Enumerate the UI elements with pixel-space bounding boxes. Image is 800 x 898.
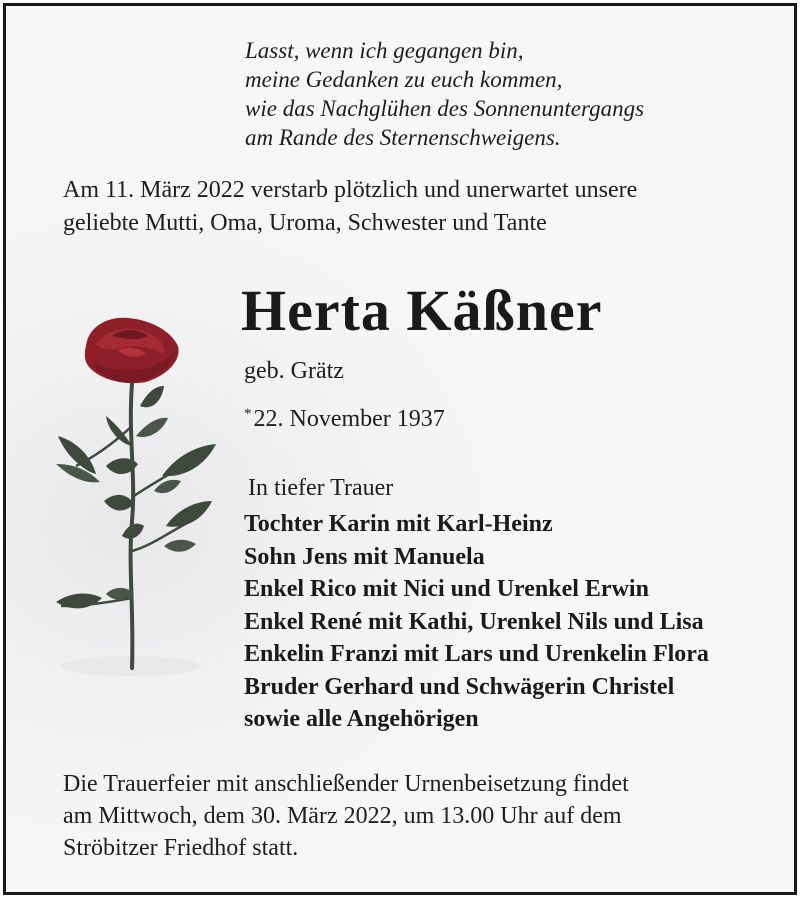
service-line: Ströbitzer Friedhof statt.	[63, 835, 299, 861]
deceased-name: Herta Käßner	[241, 278, 603, 343]
mourner-line: Bruder Gerhard und Schwägerin Christel	[244, 673, 675, 700]
birth-symbol: *	[244, 406, 252, 422]
poem-line: Lasst, wenn ich gegangen bin,	[245, 38, 524, 63]
mourner-line: Sohn Jens mit Manuela	[244, 543, 485, 570]
rose-illustration	[36, 306, 236, 686]
mourner-line: sowie alle Angehörigen	[244, 706, 479, 732]
poem-line: meine Gedanken zu euch kommen,	[245, 67, 563, 92]
poem-line: am Rande des Sternenschweigens.	[245, 125, 561, 150]
birth-date-line	[244, 399, 445, 434]
mourner-line: Enkelin Franzi mit Lars und Urenkelin Flora	[244, 641, 709, 667]
intro-text	[63, 174, 783, 240]
birth-date: 22. November 1937	[253, 406, 445, 432]
intro-line: Am 11. März 2022 verstarb plötzlich und unerwartet unsere	[63, 177, 638, 203]
mourner-line: Enkel René mit Kathi, Urenkel Nils und Lisa	[244, 608, 704, 635]
mourning-heading: In tiefer Trauer	[248, 475, 394, 501]
mourner-line: Enkel Rico mit Nici und Urenkel Erwin	[244, 576, 649, 602]
service-info	[63, 768, 783, 864]
poem	[245, 36, 765, 152]
poem-line: wie das Nachglühen des Sonnenuntergangs	[245, 96, 645, 121]
maiden-name: geb. Grätz	[244, 358, 344, 384]
mourners-list	[244, 508, 709, 736]
service-line: Die Trauerfeier mit anschließender Urnenbeisetzung findet	[63, 771, 629, 797]
service-line: am Mittwoch, dem 30. März 2022, um 13.00 Uhr auf dem	[63, 803, 622, 829]
intro-line: geliebte Mutti, Oma, Uroma, Schwester und Tante	[63, 210, 547, 236]
obituary-frame	[3, 3, 797, 895]
mourner-line: Tochter Karin mit Karl-Heinz	[244, 511, 553, 537]
